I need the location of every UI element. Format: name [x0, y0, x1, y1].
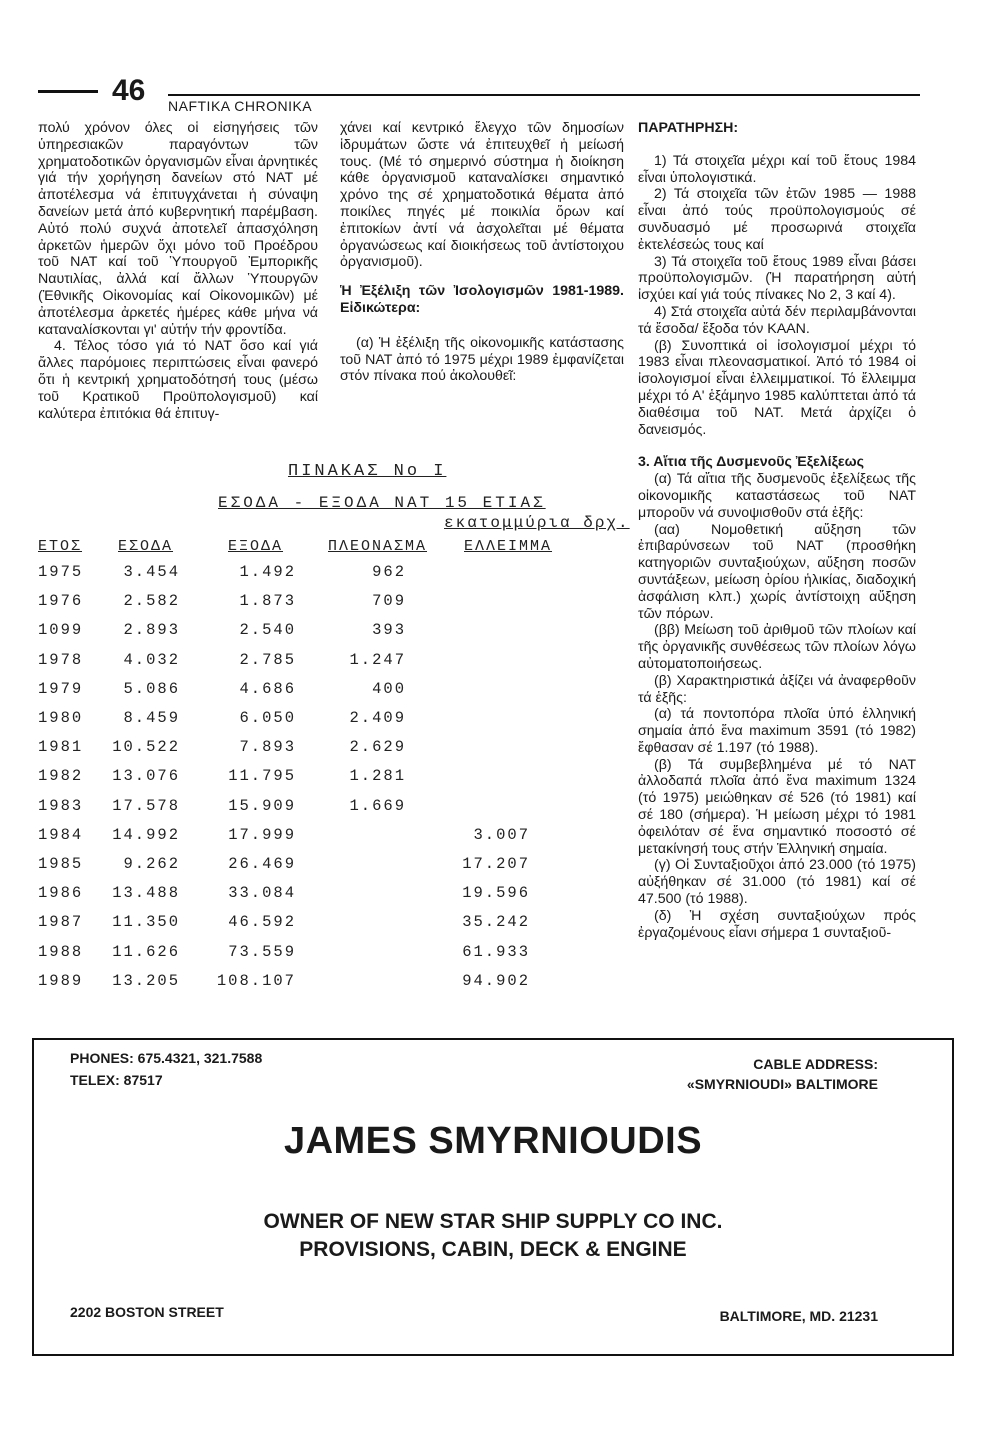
table-cell: 11.350	[112, 913, 180, 931]
ad-provisions-line: PROVISIONS, CABIN, DECK & ENGINE	[299, 1238, 687, 1261]
table-cell: 17.207	[462, 855, 530, 873]
note: 2) Τά στοιχεῖα τῶν ἐτῶν 1985 — 1988 εἶναι ἀπό τούς προϋπολογισμούς σέ συνδυασμό μέ προσωρινά στοιχεῖα ἐκτελέσεώς τους καί	[638, 186, 916, 253]
section-heading: Ἡ Ἐξέλιξη τῶν Ἰσολογισμῶν 1981-1989. Εἰδικώτερα:	[340, 283, 624, 316]
table-cell: 2.893	[123, 621, 180, 639]
paragraph: (α) Τά αἴτια τῆς δυσμενοῦς ἐξελίξεως τῆς οἰκονομικῆς καταστάσεως τοῦ ΝΑΤ μποροῦν νά συνοψισθοῦν στά ἑξῆς:	[638, 471, 916, 521]
table-cell: 13.205	[112, 972, 180, 990]
magazine-title: NAFTIKA CHRONIKA	[168, 98, 313, 114]
paragraph: (α) Ἡ ἐξέλιξη τῆς οἰκονομικῆς κατάστασης τοῦ ΝΑΤ ἀπό τό 1975 μέχρι 1989 ἐμφανίζεται στόν πίνακα πού ἀκολουθεῖ:	[340, 334, 624, 385]
table-cell: 1099	[38, 621, 84, 639]
table-cell: 1988	[38, 943, 84, 961]
paragraph: (δ) Ἡ σχέση συνταξιούχων πρός ἐργαζομένους εἶανι σήμερα 1 συνταξιοῦ-	[638, 907, 916, 941]
paragraph: 4. Τέλος τόσο γιά τό ΝΑΤ ὅσο καί γιά ἄλλες παρόμοιες περιπτώσεις εἶναι φανερό ὅτι ἡ κεντρική χρηματοδότησή τους (μέσω τοῦ Κρατικοῦ Προϋπολογισμοῦ) καί καλύτερα ἐπιτόκια θά ἐπιτυγ-	[38, 338, 318, 422]
table-cell: 1982	[38, 767, 84, 785]
paragraph: (β) Χαρακτηριστικά ἀξίζει νά ἀναφερθοῦν τά ἑξῆς:	[638, 672, 916, 706]
paragraph: (αα) Νομοθετική αὔξηση τῶν ἐπιβαρύνσεων τοῦ ΝΑΤ (προσθήκη κατηγοριῶν συνταξιούχων, αὔξηση ποσῶν συντάξεων, μείωση ὁρίου ἡλικίας, διαδοχική ἀσφάλιση κλπ.) χωρίς ἀντίστοιχη αὔξηση τῶν πόρων.	[638, 521, 916, 622]
table-cell: 1976	[38, 592, 84, 610]
table-cell: 15.909	[228, 797, 296, 815]
notes-heading: ΠΑΡΑΤΗΡΗΣΗ:	[638, 120, 739, 136]
table-header-revenue: ΕΣΟΔΑ	[118, 538, 174, 555]
table-header-deficit: ΕΛΛΕΙΜΜΑ	[464, 538, 553, 555]
table-cell: 11.795	[228, 767, 296, 785]
table-cell: 1984	[38, 826, 84, 844]
column-1	[38, 120, 318, 422]
paragraph: (α) τά ποντοπόρα πλοῖα ὑπό ἑλληνική σημαία ἀπό ἕνα maximum 3591 (τό 1982) ἔφθασαν σέ 1.197 (τό 1988).	[638, 706, 916, 756]
header-rule	[168, 94, 920, 96]
table-cell: 2.629	[349, 738, 406, 756]
paragraph: (β) Τά συμβεβλημένα μέ τό ΝΑΤ ἀλλοδαπά πλοῖα ἀπό ἕνα maximum 1324 (τό 1975) μειώθηκαν σέ 526 (τό 1981) καί σέ 180 (σήμερα). Ἡ μείωση μέχρι τό 1981 ὀφειλόταν σέ ἕνα σημαντικό ποσοστό σέ μετακίνησή τους στήν Ἑλληνική σημαία.	[638, 756, 916, 857]
table-cell: 94.902	[462, 972, 530, 990]
table-cell: 1.669	[349, 797, 406, 815]
paragraph: πολύ χρόνον όλες οἱ εἰσηγήσεις τῶν ὑπηρεσιακῶν παραγόντων τῶν χρηματοδοτικῶν ὀργανισμῶν εἶναι ἀρνητικές γιά τήν χορήγηση δανείων στό ΝΑΤ μέ ἀποτέλεσμα νά ἐπιτυγχάνεται ἡ σύναψη δανείων μετά ἀπό κυβερνητική παρέμβαση. Αὐτό πολύ συχνά ἀποτελεῖ ἀπασχόληση ἀρκετῶν ἡμερῶν ὄχι μόνο τοῦ Προέδρου τοῦ ΝΑΤ καί τοῦ Ὑπουργοῦ Ἐμπορικῆς Ναυτιλίας, ἀλλά καί ἄλλων Ὑπουργῶν (Ἐθνικῆς Οἰκονομίας καί Οἰκονομικῶν) μέ ἀποτέλεσμα ἀρκετές ἡμέρες κάθε μήνα νά καταναλίσκονται γι' αὐτήν τήν φροντίδα.	[38, 120, 318, 338]
table-cell: 2.540	[239, 621, 296, 639]
table-cell: 17.578	[112, 797, 180, 815]
table-cell: 1986	[38, 884, 84, 902]
table-cell: 1987	[38, 913, 84, 931]
paragraph: χάνει καί κεντρικό ἔλεγχο τῶν δημοσίων ἱδρυμάτων ὥστε νά ἐπιτευχθεῖ ἡ μείωσή τους. (Μέ τό σημερινό σύστημα ἡ διοίκηση κάθε ὀργανισμοῦ καταναλίσκει σημαντικό χρόνο της σέ χρηματοδοτικά θέματα ἀπό ποικίλες πηγές μέ ποικιλία ὅρων καί ἐπιτοκίων ἀντί νά ἀσχολεῖται μέ θέματα ὀργανώσεως καί διοικήσεως τοῦ ἀντίστοιχου ὀργανισμοῦ).	[340, 120, 624, 271]
paragraph: (γ) Οἱ Συνταξιοῦχοι ἀπό 23.000 (τό 1975) αὐξήθηκαν σέ 31.000 (τό 1981) καί σέ 47.500 (τό 1988).	[638, 857, 916, 908]
table-cell: 400	[372, 680, 406, 698]
table-cell: 4.686	[239, 680, 296, 698]
ad-company-name: JAMES SMYRNIOUDIS	[283, 1120, 703, 1162]
table-cell: 35.242	[462, 913, 530, 931]
ad-phones: PHONES: 675.4321, 321.7588	[70, 1050, 263, 1066]
table-cell: 26.469	[228, 855, 296, 873]
table-cell: 9.262	[123, 855, 180, 873]
header-rule-left	[38, 90, 98, 93]
table-cell: 4.032	[123, 651, 180, 669]
table-cell: 1.492	[239, 563, 296, 581]
table-cell: 3.007	[473, 826, 530, 844]
table-cell: 1981	[38, 738, 84, 756]
table-cell: 6.050	[239, 709, 296, 727]
table-cell: 1979	[38, 680, 84, 698]
table-cell: 393	[372, 621, 406, 639]
note: 3) Τά στοιχεῖα τοῦ ἔτους 1989 εἶναι βάσει προϋπολογισμῶν. (Ἡ παρατήρηση αὐτή ἰσχύει καί γιά τούς πίνακες Νο 2, 3 καί 4).	[638, 253, 916, 304]
table-cell: 19.596	[462, 884, 530, 902]
table-cell: 709	[372, 592, 406, 610]
table-cell: 33.084	[228, 884, 296, 902]
table-cell: 1983	[38, 797, 84, 815]
table-cell: 10.522	[112, 738, 180, 756]
ad-telex: TELEX: 87517	[70, 1072, 163, 1088]
table-cell: 8.459	[123, 709, 180, 727]
table-header-year: ΕΤΟΣ	[38, 538, 83, 555]
ad-street: 2202 BOSTON STREET	[70, 1304, 224, 1320]
table-cell: 2.409	[349, 709, 406, 727]
table-cell: 11.626	[112, 943, 180, 961]
advertisement	[32, 1038, 954, 1356]
table-cell: 7.893	[239, 738, 296, 756]
table-cell: 1975	[38, 563, 84, 581]
section-heading: 3. Αἴτια τῆς Δυσμενοῦς Ἐξελίξεως	[638, 454, 865, 471]
table-cell: 5.086	[123, 680, 180, 698]
column-2	[340, 120, 624, 385]
table-cell: 1989	[38, 972, 84, 990]
page-number: 46	[112, 74, 146, 107]
table-unit: εκατομμύρια δρχ.	[444, 514, 630, 532]
paragraph: (ββ) Μείωση τοῦ ἀριθμοῦ τῶν πλοίων καί τῆς ὀργανικῆς συνθέσεως τῶν πλοίων λόγω αὐτοματοποιήσεως.	[638, 622, 916, 672]
table-subtitle: ΕΣΟΔΑ - ΕΞΟΔΑ ΝΑΤ 15 ΕΤΙΑΣ	[218, 494, 546, 512]
table-title: ΠΙΝΑΚΑΣ Νο Ι	[288, 462, 447, 481]
ad-owner-line: OWNER OF NEW STAR SHIP SUPPLY CO INC.	[263, 1210, 723, 1233]
table-header-expenses: ΕΞΟΔΑ	[228, 538, 284, 555]
table-cell: 73.559	[228, 943, 296, 961]
table-cell: 3.454	[123, 563, 180, 581]
ad-city: BALTIMORE, MD. 21231	[719, 1308, 878, 1324]
table-cell: 1978	[38, 651, 84, 669]
ad-cable-value: «SMYRNIOUDI» BALTIMORE	[686, 1076, 878, 1092]
table-cell: 13.488	[112, 884, 180, 902]
note: (β) Συνοπτικά οἱ ἰσολογισμοί μέχρι τό 1983 εἶναι πλεονασματικοί. Ἀπό τό 1984 οἱ ἰσολογισμοί εἶναι ἐλλειμματικοί. Τό ἔλλειμμα μέχρι τό Α' ἑξάμηνο 1985 καλύπτεται ἀπό τά διαθέσιμα τοῦ ΝΑΤ. Μετά ἀρχίζει ὁ δανεισμός.	[638, 337, 916, 438]
table-cell: 1980	[38, 709, 84, 727]
table-cell: 2.785	[239, 651, 296, 669]
ad-cable-label: CABLE ADDRESS:	[753, 1056, 878, 1072]
table-cell: 46.592	[228, 913, 296, 931]
note: 4) Στά στοιχεῖα αὐτά δέν περιλαμβάνονται τά ἔσοδα/ ἔξοδα τόν ΚΑΑΝ.	[638, 303, 916, 337]
table-cell: 61.933	[462, 943, 530, 961]
table-cell: 2.582	[123, 592, 180, 610]
table-cell: 1.247	[349, 651, 406, 669]
table-cell: 1.873	[239, 592, 296, 610]
table-cell: 1985	[38, 855, 84, 873]
note: 1) Τά στοιχεῖα μέχρι καί τοῦ ἔτους 1984 εἶναι ὑπολογιστικά.	[638, 152, 916, 186]
column-3	[638, 120, 916, 941]
table-cell: 17.999	[228, 826, 296, 844]
table-cell: 1.281	[349, 767, 406, 785]
table-cell: 14.992	[112, 826, 180, 844]
table-cell: 962	[372, 563, 406, 581]
table-header-surplus: ΠΛΕΟΝΑΣΜΑ	[328, 538, 428, 555]
table-cell: 13.076	[112, 767, 180, 785]
table-cell: 108.107	[216, 972, 296, 990]
